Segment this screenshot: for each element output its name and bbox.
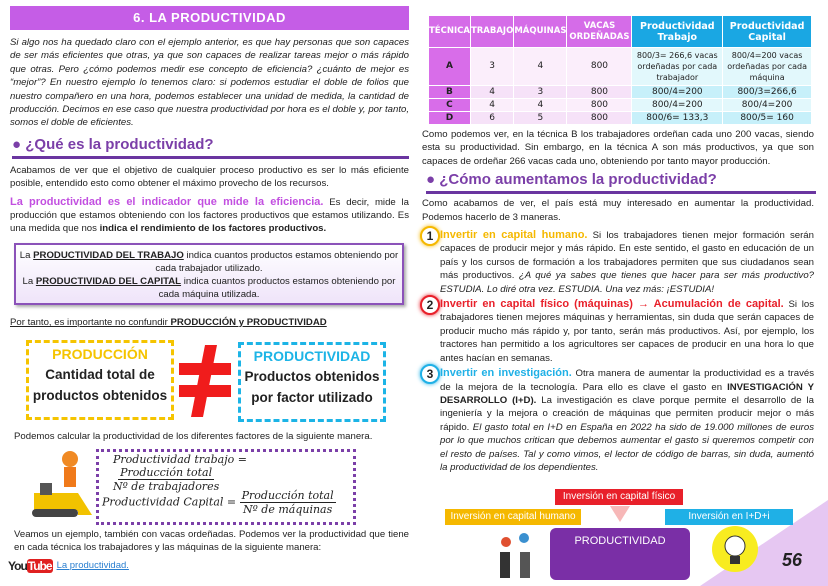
youtube-logo: YouTube (8, 558, 52, 573)
table-cell: 800/5= 160 (723, 112, 812, 125)
table-cell: 800/3= 266,6 vacas ordeñadas por cada trabajador (632, 48, 723, 86)
table-cell: 800/3=266,6 (723, 86, 812, 99)
diagram-center (550, 528, 690, 580)
table-row (429, 48, 812, 86)
section-title: 6. LA PRODUCTIVIDAD (10, 6, 409, 30)
business-people-illustration (492, 528, 538, 580)
table-cell: 3 (470, 48, 513, 86)
text: Otra manera de aumentar la productividad es a través de la mejora de la tecnología. Para ello es clave el gasto en (440, 368, 814, 393)
text: Es decir, mide la producción que estamos obteniendo con los factores productivos que estamos utilizando. Es una medida que nos (10, 196, 409, 235)
bold-text: INVESTIGACIÓN Y DESARROLLO (I+D). (440, 381, 814, 406)
table-cell: 800 (567, 86, 632, 99)
number-badge: 1 (420, 226, 440, 246)
table-cell: 4 (470, 86, 513, 99)
table-cell: 800/4=200 (723, 99, 812, 112)
produccion-box (26, 340, 174, 420)
text: La (19, 249, 34, 261)
method-title: Invertir en investigación. (440, 367, 572, 380)
table-cell: 4 (514, 48, 567, 86)
row-header: D (429, 112, 471, 125)
text: La (22, 275, 36, 287)
diagram-capital-fisico: Inversión en capital físico (555, 489, 683, 505)
text: indica cuantos productos estamos obteniendo por cada trabajador utilizado. (155, 249, 399, 274)
method-title: Invertir en capital físico (máquinas) → Acumulación de capital. (440, 298, 784, 311)
numerator: Producción total (120, 465, 213, 479)
bold-text: indica el rendimiento de los factores productivos. (99, 223, 327, 235)
term-labor: PRODUCTIVIDAD DEL TRABAJO (33, 249, 184, 261)
table-cell: 800/4=200 (632, 86, 723, 99)
heading-que-es: ● ¿Qué es la productividad? (12, 136, 409, 159)
italic-text: El gasto total en I+D en España en 2022 ha sido de 19.000 millones de euros por lo que muchos critican que debemos aumentar el gasto si queremos competir con el resto de países. Tal y como vimos, el lector de código de barras, sin duda, aumentó la productividad de los dependientes. (440, 421, 814, 473)
denominator: Nº de máquinas (242, 502, 333, 516)
table-row (429, 99, 812, 112)
arrow-down-icon (610, 506, 630, 522)
youtube-link[interactable] (8, 559, 409, 573)
bold-text: PRODUCCIÓN y PRODUCTIVIDAD (170, 316, 327, 328)
center-label: PRODUCTIVIDAD (574, 535, 666, 547)
como-paragraph: Como acabamos de ver, el país está muy interesado en aumentar la productividad. Podemos hacerlo de 3 maneras. (422, 198, 814, 223)
column-header: VACAS ORDEÑADAS (567, 16, 632, 48)
italic-text: ¿A qué ya sabes que tienes que hacer para ser más productivo? ESTUDIA. Lo diré otra vez. ESTUDIA. Una vez más: ¡ESTUDIA! (440, 270, 814, 295)
produccion-title: PRODUCCIÓN (52, 345, 148, 362)
number-badge: 2 (420, 295, 440, 315)
table-row (429, 86, 812, 99)
como-ver-text: Como podemos ver, en la técnica B los trabajadores ordeñan cada uno 200 vacas, siendo esta su productividad. Sin embargo, en la técnica A son más productivos, ya que son capaces de ordeñar 266 vacas cada uno, obteniendo por tanto mayor producción. (422, 129, 814, 167)
video-link[interactable]: La productividad. (56, 560, 129, 572)
table-cell: 3 (514, 86, 567, 99)
row-header: C (429, 99, 471, 112)
method-title: Invertir en capital humano. (440, 229, 588, 242)
column-header: MÁQUINAS (514, 16, 567, 48)
column-header: Productividad Trabajo (632, 16, 723, 48)
worker-bulldozer-illustration (30, 449, 94, 521)
text: Si los trabajadores tienen mejor formación serán capaces de producir mejor y más rápido. En este sentido, el gasto en educación de un país y los cursos de formación a los trabajadores permiten que sus ciudadanos sean más productivos. (440, 230, 814, 282)
term-capital: PRODUCTIVIDAD DEL CAPITAL (35, 275, 182, 287)
productivity-table (428, 15, 812, 125)
diagram-id: Inversión en I+D+i (665, 509, 793, 525)
table-cell: 800 (567, 48, 632, 86)
text: Por tanto, es importante no confundir (10, 316, 171, 328)
right-column (422, 15, 814, 474)
calc-text: Podemos calcular la productividad de los diferentes factores de la siguiente manera. (14, 430, 373, 442)
left-column (10, 6, 409, 573)
produccion-text: Cantidad total de productos obtenidos (32, 366, 168, 403)
table-cell: 4 (514, 99, 567, 112)
formula-box (96, 449, 356, 525)
comparison-row (10, 340, 409, 424)
table-row (429, 112, 812, 125)
heading-text: ¿Qué es la productividad? (25, 135, 214, 153)
table-cell: 800 (567, 99, 632, 112)
formula-labor (113, 453, 353, 493)
table-cell: 800 (567, 112, 632, 125)
table-cell: 5 (514, 112, 567, 125)
method-item (422, 298, 814, 365)
text: Si los trabajadores tienen mejores máquinas y herramientas, sin duda que serán capaces de producir mucho más rápido y, por tanto, serán más productivos. Así, por ejemplo, los tractores han permitido a los agricultores ser capaces de producir en una hora lo que antes hacían en semanas. (440, 299, 814, 364)
productividad-text: Productos obtenidos por factor utilizado (244, 368, 380, 405)
page-number: 56 (782, 550, 803, 570)
not-equal-icon (177, 345, 233, 417)
numerator: Producción total (241, 488, 334, 502)
heading-como: ● ¿Cómo aumentamos la productividad? (426, 171, 816, 194)
table-cell: 6 (470, 112, 513, 125)
method-item (422, 229, 814, 296)
text: indica cuantos productos estamos obteniendo por cada máquina utilizada. (158, 275, 396, 300)
table-cell: 800/6= 133,3 (632, 112, 723, 125)
row-header: A (429, 48, 471, 86)
column-header: TÉCNICA (429, 16, 471, 48)
formula-label: Productividad trabajo = (113, 452, 247, 466)
ejemplo-text: Veamos un ejemplo, también con vacas ordeñadas. Podemos ver la productividad que tiene en cada técnica los trabajadores y las máquinas de la siguiente manera: (14, 528, 409, 553)
diagram-capital-humano: Inversión en capital humano (445, 509, 581, 525)
column-header: Productividad Capital (723, 16, 812, 48)
productividad-title: PRODUCTIVIDAD (253, 347, 371, 364)
formula-capital (102, 489, 336, 516)
que-paragraph-1: Acabamos de ver que el objetivo de cualquier proceso productivo es ser lo más eficiente posible, entendido esto como obtener el máximo provecho de los recursos. (10, 164, 409, 190)
method-list (422, 227, 814, 474)
table-cell: 800/4=200 vacas ordeñadas por cada máquina (723, 48, 812, 86)
text: La investigación es clave porque permite el desarrollo de la ingeniería y la mejora o creación de máquinas que permiten producir mejor o más rápido. (440, 394, 815, 433)
table-cell: 4 (470, 99, 513, 112)
no-confundir (10, 316, 409, 329)
denominator: Nº de trabajadores (113, 479, 220, 493)
method-item (422, 367, 814, 474)
number-badge: 3 (420, 364, 440, 384)
row-header: B (429, 86, 471, 99)
que-paragraph-2 (10, 196, 409, 236)
productividad-box (238, 342, 386, 422)
definition-box (14, 243, 404, 305)
intro-paragraph: Si algo nos ha quedado claro con el ejemplo anterior, es que hay personas que son capaces de ser más eficientes que otras, ya que son capaces de realizar tareas mejor o más rápido que otras. Pero ¿cómo podemos medir ese concepto de eficiencia? ¿cuánto de mejor es “mejor”? En nuestro ejemplo lo tenemos claro: si podemos estudiar el doble de folios que nuestro compañero en una hora, podemos establecer una unidad de medida, la cantidad de producción. Decimos en ese caso que nuestra productividad por hora es el doble y, por tanto, somos el doble de eficientes. (10, 37, 409, 129)
highlight-definition: La productividad es el indicador que mide la eficiencia. (10, 195, 324, 208)
table-cell: 800/4=200 (632, 99, 723, 112)
lightbulb-icon (712, 526, 758, 572)
heading-text: ¿Cómo aumentamos la productividad? (439, 171, 717, 189)
formula-row (10, 449, 409, 525)
formula-label: Productividad Capital = (102, 495, 237, 509)
column-header: TRABAJO (470, 16, 513, 48)
